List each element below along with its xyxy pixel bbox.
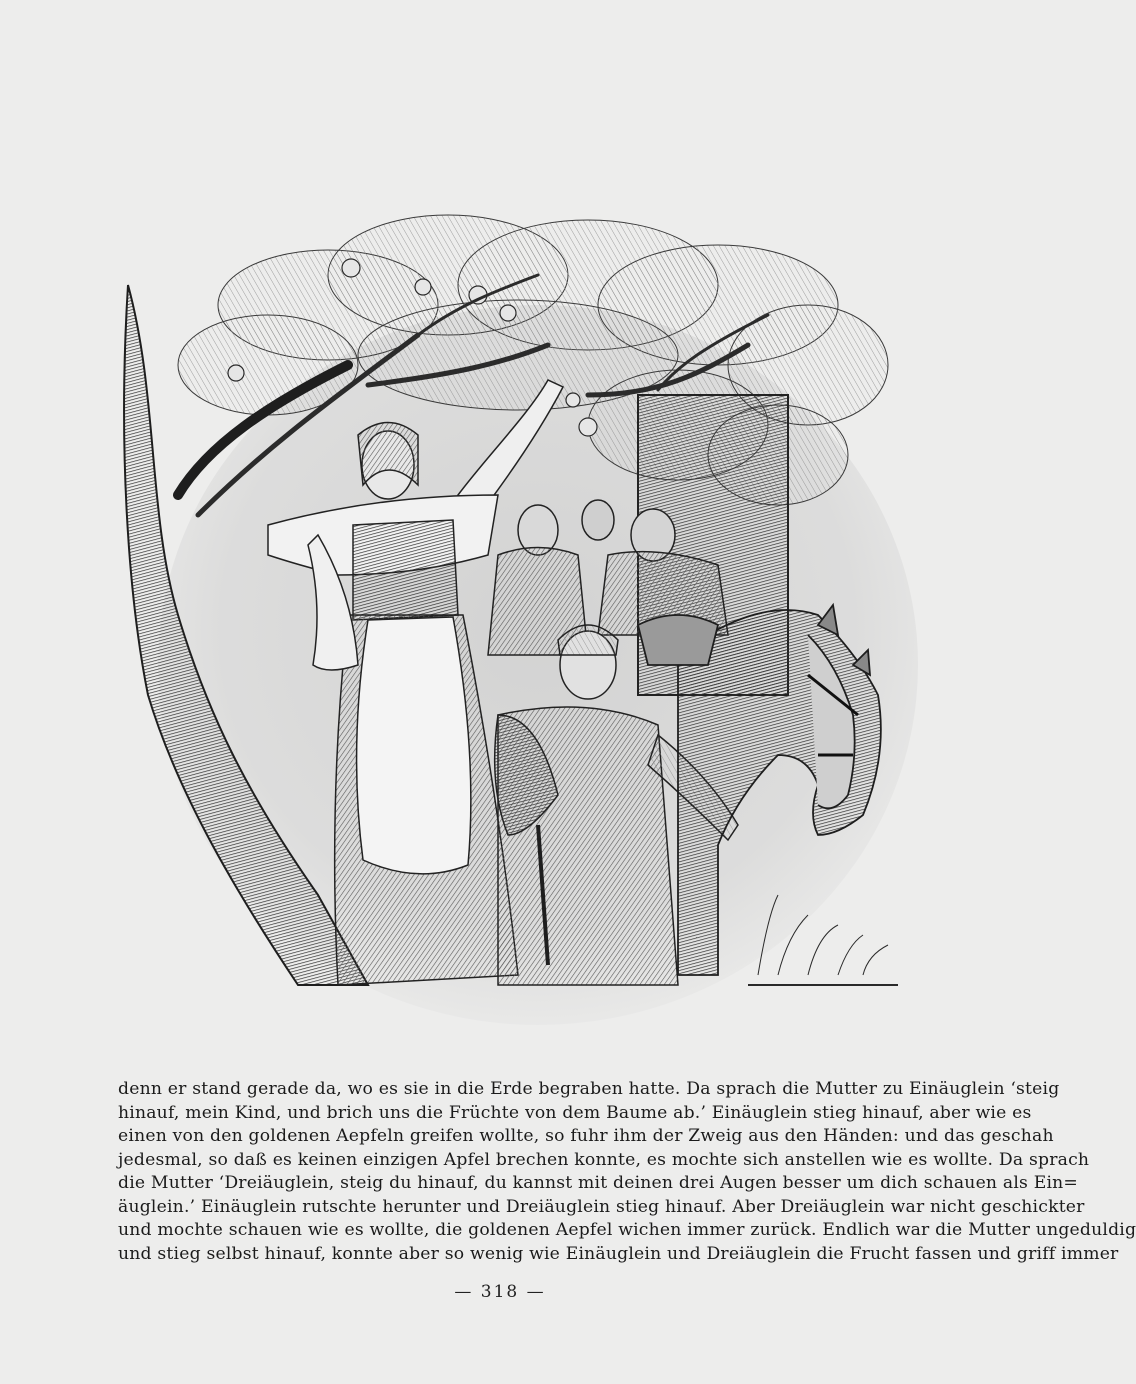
page-number: — 318 — xyxy=(454,1282,546,1302)
body-text-line: jedesmal, so daß es keinen einzigen Apfel brechen konnte, es mochte sich anstellen wie es wollte. Da sprach xyxy=(118,1149,1090,1170)
illustration-drawing xyxy=(118,195,908,1045)
body-text-line: und stieg selbst hinauf, konnte aber so wenig wie Einäuglein und Dreiäuglein die Frucht fassen und griff immer xyxy=(118,1243,1119,1264)
body-text-line: die Mutter ‘Dreiäuglein, steig du hinauf, du kannst mit deinen drei Augen besser um dich schauen als Ein= xyxy=(118,1173,1079,1193)
body-text-line: und mochte schauen wie es wollte, die goldenen Aepfel wichen immer zurück. Endlich war die Mutter ungeduldig xyxy=(118,1220,1136,1240)
body-text-line: äuglein.’ Einäuglein rutschte herunter und Dreiäuglein stieg hinauf. Aber Dreiäuglein war nicht geschickter xyxy=(118,1196,1085,1217)
body-text-line: einen von den goldenen Aepfeln greifen wollte, so fuhr ihm der Zweig aus den Händen: und das geschah xyxy=(118,1126,1054,1146)
body-text-line: denn er stand gerade da, wo es sie in die Erde begraben hatte. Da sprach die Mutter zu Einäuglein ‘steig xyxy=(118,1079,1060,1099)
body-text-line: hinauf, mein Kind, und brich uns die Früchte von dem Baume ab.’ Einäuglein stieg hinauf, aber wie es xyxy=(118,1102,1032,1123)
engraving-illustration xyxy=(118,195,908,1045)
body-text xyxy=(118,1078,1136,1266)
